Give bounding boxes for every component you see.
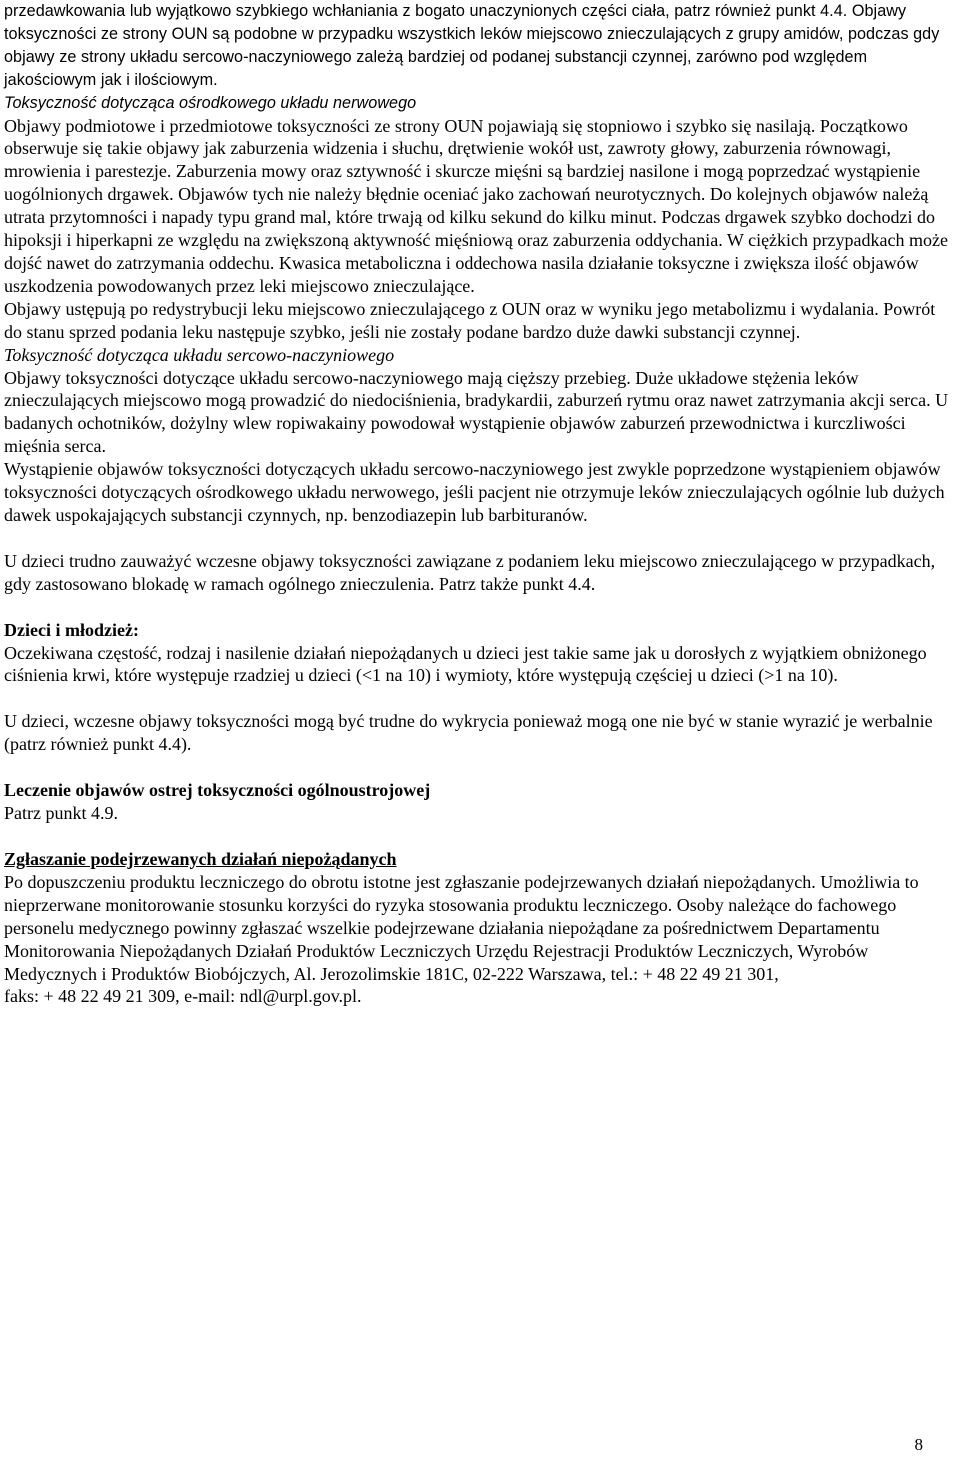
children-early-symptoms-paragraph: U dzieci trudno zauważyć wczesne objawy toksyczności zawiązane z podaniem leku miejscowo znieczulającego w przypadkach, gdy zastosowano blokadę w ramach ogólnego znieczulenia. Patrz także punkt 4.4.: [4, 550, 936, 594]
spacer: [4, 687, 949, 710]
cardio-section-heading: Toksyczność dotycząca układu sercowo-naczyniowego: [4, 344, 395, 365]
treatment-section-heading: Leczenie objawów ostrej toksyczności ogólnoustrojowej: [4, 780, 431, 801]
spacer: [4, 527, 949, 550]
reporting-paragraph: Po dopuszczeniu produktu leczniczego do obrotu istotne jest zgłaszanie podejrzewanych działań niepożądanych. Umożliwia to nieprzerwane monitorowanie stosunku korzyści do ryzyka stosowania produktu leczniczego. Osoby należące do fachowego personelu medycznego powinny zgłaszać wszelkie podejrzewane działania niepożądane za pośrednictwem Departamentu Monitorowania Niepożądanych Działań Produktów Leczniczych Urzędu Rejestracji Produktów Leczniczych, Wyrobów Medycznych i Produktów Biobójczych, Al. Jerozolimskie 181C, 02-222 Warszawa, tel.: + 48 22 49 21 301,: [4, 871, 919, 984]
cns-paragraph-2: Objawy ustępują po redystrybucji leku miejscowo znieczulającego z OUN oraz w wyniku jego metabolizmu i wydalania. Powrót do stanu sprzed podania leku następuje szybko, jeśli nie zostały podane bardzo duże dawki substancji czynnej.: [4, 298, 936, 342]
spacer: [4, 825, 949, 848]
cns-paragraph-1: Objawy podmiotowe i przedmiotowe toksyczności ze strony OUN pojawiają się stopniowo i szybko się nasilają. Początkowo obserwuje się takie objawy jak zaburzenia widzenia i słuchu, drętwienie wokół ust, zawroty głowy, zaburzenia równowagi, mrowienia i parestezje. Zaburzenia mowy oraz sztywność i skurcze mięśni są bardziej nasilone i mogą poprzedzać wystąpienie uogólnionych drgawek. Objawów tych nie należy błędnie oceniać jako zachowań neurotycznych. Do kolejnych objawów należą utrata przytomności i napady typu grand mal, które trwają od kilku sekund do kilku minut. Podczas drgawek szybko dochodzi do hipoksji i hiperkapni ze względu na zwiększoną aktywność mięśniową oraz zaburzenia oddychania. W ciężkich przypadkach może dojść nawet do zatrzymania oddechu. Kwasica metaboliczna i oddechowa nasila działanie toksyczne i zwiększa ilość objawów uszkodzenia powodowanych przez leki miejscowo znieczulające.: [4, 115, 948, 296]
intro-paragraph: przedawkowania lub wyjątkowo szybkiego wchłaniania z bogato unaczynionych części ciała, patrz również punkt 4.4. Objawy toksyczności ze strony OUN są podobne w przypadku wszystkich leków miejscowo znieczulających z grupy amidów, podczas gdy objawy ze strony układu sercowo-naczyniowego zależą bardziej od podanej substancji czynnej, zarówno pod względem jakościowym jak i ilościowym.: [4, 2, 940, 89]
youth-paragraph-2: U dzieci, wczesne objawy toksyczności mogą być trudne do wykrycia ponieważ mogą one nie być w stanie wyrazić je werbalnie (patrz również punkt 4.4).: [4, 711, 933, 755]
cardio-paragraph-1: Objawy toksyczności dotyczące układu sercowo-naczyniowego mają cięższy przebieg. Duże układowe stężenia leków znieczulających miejscowo mogą prowadzić do niedociśnienia, bradykardii, zaburzeń rytmu oraz nawet zatrzymania akcji serca. U badanych ochotników, dożylny wlew ropiwakainy powodował wystąpienie objawów zaburzeń przewodnictwa i kurczliwości mięśnia serca.: [4, 367, 949, 457]
spacer: [4, 756, 949, 779]
reporting-section-heading: Zgłaszanie podejrzewanych działań niepożądanych: [4, 849, 397, 869]
youth-section-heading: Dzieci i młodzież:: [4, 619, 139, 640]
document-page: [4, 0, 949, 1008]
page-number: 8: [914, 1435, 923, 1454]
reporting-contact-line: faks: + 48 22 49 21 309, e-mail: ndl@urpl.gov.pl.: [4, 986, 362, 1007]
youth-paragraph-1: Oczekiwana częstość, rodzaj i nasilenie działań niepożądanych u dzieci jest takie same jak u dorosłych z wyjątkiem obniżonego ciśnienia krwi, które występuje rzadziej u dzieci (<1 na 10) i wymioty, które występują częściej u dzieci (>1 na 10).: [4, 642, 927, 686]
treatment-paragraph: Patrz punkt 4.9.: [4, 803, 118, 824]
cns-section-heading: Toksyczność dotycząca ośrodkowego układu nerwowego: [4, 93, 417, 112]
spacer: [4, 596, 949, 619]
cardio-paragraph-2: Wystąpienie objawów toksyczności dotyczących układu sercowo-naczyniowego jest zwykle poprzedzone wystąpieniem objawów toksyczności dotyczących ośrodkowego układu nerwowego, jeśli pacjent nie otrzymuje leków znieczulających ogólnie lub dużych dawek uspokajających substancji czynnych, np. benzodiazepin lub barbituranów.: [4, 459, 945, 525]
